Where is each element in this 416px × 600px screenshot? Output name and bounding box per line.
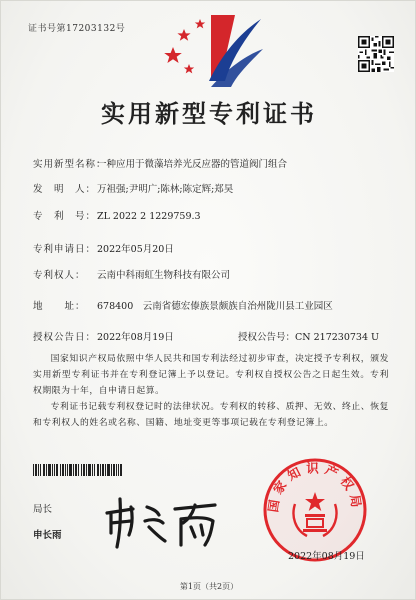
- utility-model-name-value: 一种应用于微藻培养光反应器的管道阀门组合: [97, 159, 288, 170]
- filing-date-row: [33, 241, 174, 255]
- seal-text: 国家知识产权局: [265, 460, 365, 514]
- director-title: 局长: [33, 504, 53, 515]
- inventor-row: [33, 181, 233, 195]
- patent-number-value: ZL 2022 2 1229759.3: [97, 211, 201, 222]
- certificate-title: 实用新型专利证书: [101, 99, 317, 128]
- inventor-value: 万祖强;尹明广;陈林;陈定辉;郑昊: [97, 184, 234, 195]
- utility-model-name-row: [33, 156, 287, 170]
- filing-date-label: 专利申请日：: [33, 244, 97, 255]
- director-signature-icon: [99, 493, 219, 549]
- address-row: [33, 298, 333, 312]
- qr-code-icon: [358, 36, 394, 72]
- utility-model-name-label: 实用新型名称：: [33, 159, 107, 170]
- grant-number-row: [238, 329, 379, 343]
- inventor-label: 发 明 人：: [33, 184, 97, 195]
- issue-date: 2022年08月19日: [288, 551, 365, 562]
- grant-number-label: 授权公告号：: [238, 332, 296, 343]
- patent-number-label: 专 利 号：: [33, 211, 97, 222]
- filing-date-value: 2022年05月20日: [97, 244, 174, 255]
- certificate-paragraph-2: 专利证书记载专利权登记时的法律状况。专利权的转移、质押、无效、终止、恢复和专利权人的姓名或名称、国籍、地址变更等事项记载在专利登记簿上。: [33, 402, 389, 428]
- grant-date-row: [33, 329, 174, 343]
- director-name: 申长雨: [33, 530, 62, 541]
- grant-date-value: 2022年08月19日: [97, 332, 174, 343]
- patentee-row: [33, 267, 230, 281]
- certificate-paragraph-1: 国家知识产权局依照中华人民共和国专利法经过初步审查，决定授予专利权，颁发实用新型专利证书并在专利登记簿上予以登记。专利权自授权公告之日起生效。专利权期限为十年，自申请日起算。: [33, 354, 389, 396]
- certificate-number: 证书号第17203132号: [28, 24, 126, 34]
- patentee-value: 云南中科雨虹生物科技有限公司: [97, 270, 231, 281]
- barcode-icon: [33, 464, 123, 476]
- patent-office-emblem-icon: [151, 7, 267, 93]
- address-value: 678400 云南省德宏傣族景颇族自治州陇川县工业园区: [97, 301, 333, 312]
- page-number: 第1页（共2页）: [179, 582, 239, 591]
- address-label: 地 址：: [33, 301, 86, 312]
- patent-number-row: [33, 208, 201, 222]
- grant-number-value: CN 217230734 U: [295, 332, 380, 343]
- grant-date-label: 授权公告日：: [33, 332, 97, 343]
- patentee-label: 专利权人：: [33, 270, 86, 281]
